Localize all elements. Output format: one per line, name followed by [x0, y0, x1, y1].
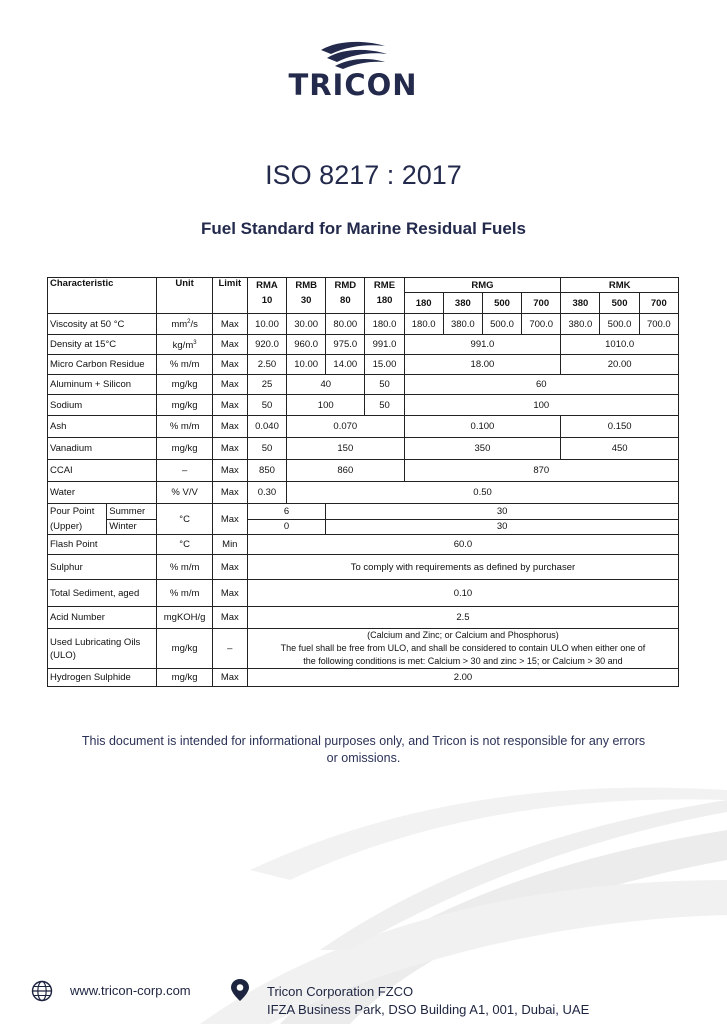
row-label: Vanadium: [48, 438, 157, 460]
header-rmg-grade: 700: [522, 293, 561, 314]
table-cell: 100: [404, 395, 678, 416]
ulo-description: (Calcium and Zinc; or Calcium and Phosphorus) The fuel shall be free from ULO, and shall be considered to contain ULO when either one of the following conditions is met: Calcium > 30 and zinc > 15; or Calcium > 30 and: [247, 629, 678, 669]
address-line: IFZA Business Park, DSO Building A1, 001, Dubai, UAE: [267, 1002, 590, 1017]
row-limit: Max: [212, 460, 247, 482]
table-row: [48, 460, 679, 482]
row-unit: % m/m: [157, 555, 212, 580]
table-cell: 700.0: [522, 314, 561, 335]
header-rmk: RMK: [561, 278, 679, 293]
table-row: [48, 416, 679, 438]
row-unit: °C: [157, 535, 212, 555]
row-limit: –: [212, 629, 247, 669]
row-unit: mg/kg: [157, 669, 212, 687]
table-cell: 2.50: [247, 355, 286, 375]
header-rmk-grade: 700: [639, 293, 678, 314]
table-row: [48, 669, 679, 687]
pour-point-summer-label: Summer: [107, 504, 157, 520]
row-unit: % m/m: [157, 416, 212, 438]
row-unit: mg/kg: [157, 375, 212, 395]
table-row: [48, 395, 679, 416]
row-label: Water: [48, 482, 157, 504]
table-row: [48, 629, 679, 669]
page-title: ISO 8217 : 2017: [265, 160, 462, 190]
table-cell: 50: [247, 438, 286, 460]
table-row: [48, 555, 679, 580]
header-limit: Limit: [212, 278, 247, 314]
table-cell: 0.040: [247, 416, 286, 438]
row-label: Pour Point (Upper): [48, 504, 107, 535]
header-unit: Unit: [157, 278, 212, 314]
row-label: Hydrogen Sulphide: [48, 669, 157, 687]
table-cell: 0: [247, 519, 325, 535]
table-cell: 700.0: [639, 314, 678, 335]
table-cell: 60: [404, 375, 678, 395]
header-rmg-grade: 380: [443, 293, 482, 314]
row-limit: Max: [212, 355, 247, 375]
table-cell: 50: [247, 395, 286, 416]
table-cell: 450: [561, 438, 679, 460]
fuel-spec-table: [47, 277, 679, 687]
table-cell: 10.00: [247, 314, 286, 335]
table-cell: 850: [247, 460, 286, 482]
table-cell: 960.0: [287, 335, 326, 355]
table-cell: 0.30: [247, 482, 286, 504]
table-cell: 0.070: [287, 416, 405, 438]
header-rme: RME 180: [365, 278, 404, 314]
table-cell: 920.0: [247, 335, 286, 355]
row-label: Total Sediment, aged: [48, 580, 157, 607]
pour-point-winter-label: Winter: [107, 519, 157, 535]
table-cell: 10.00: [287, 355, 326, 375]
table-row: [48, 580, 679, 607]
row-label: Ash: [48, 416, 157, 438]
table-cell: 50: [365, 375, 404, 395]
table-cell: 0.10: [247, 580, 678, 607]
table-cell: To comply with requirements as defined by purchaser: [247, 555, 678, 580]
header-characteristic: Characteristic: [48, 278, 157, 314]
table-cell: 20.00: [561, 355, 679, 375]
table-row: [48, 607, 679, 629]
table-cell: 30: [326, 519, 679, 535]
row-limit: Max: [212, 555, 247, 580]
table-cell: 180.0: [365, 314, 404, 335]
table-row: [48, 335, 679, 355]
row-label: Acid Number: [48, 607, 157, 629]
row-limit: Max: [212, 669, 247, 687]
row-limit: Max: [212, 580, 247, 607]
row-unit: % V/V: [157, 482, 212, 504]
wave-logo-icon: [313, 40, 393, 70]
row-unit: mg/kg: [157, 395, 212, 416]
row-limit: Max: [212, 482, 247, 504]
header-rmd: RMD 80: [326, 278, 365, 314]
row-label: Density at 15°C: [48, 335, 157, 355]
row-unit: mg/kg: [157, 629, 212, 669]
header-rma: RMA 10: [247, 278, 286, 314]
table-header-row: [48, 278, 679, 293]
globe-icon: [31, 980, 53, 1002]
page-subtitle: Fuel Standard for Marine Residual Fuels: [201, 219, 526, 238]
header-rmk-grade: 380: [561, 293, 600, 314]
table-cell: 80.00: [326, 314, 365, 335]
table-cell: 500.0: [600, 314, 639, 335]
row-unit: $mm^2/s$: [157, 314, 212, 335]
row-unit: $kg/m^3$: [157, 335, 212, 355]
table-cell: 18.00: [404, 355, 561, 375]
table-cell: 100: [287, 395, 365, 416]
row-unit: –: [157, 460, 212, 482]
table-cell: 25: [247, 375, 286, 395]
table-cell: 380.0: [561, 314, 600, 335]
table-cell: 991.0: [404, 335, 561, 355]
row-unit: mgKOH/g: [157, 607, 212, 629]
table-cell: 2.5: [247, 607, 678, 629]
row-label: Micro Carbon Residue: [48, 355, 157, 375]
table-row: [48, 375, 679, 395]
table-cell: 30.00: [287, 314, 326, 335]
table-cell: 6: [247, 504, 325, 520]
table-row: [48, 355, 679, 375]
row-limit: Max: [212, 504, 247, 535]
table-cell: 15.00: [365, 355, 404, 375]
row-label: CCAI: [48, 460, 157, 482]
header-rmg: RMG: [404, 278, 561, 293]
table-cell: 991.0: [365, 335, 404, 355]
row-limit: Max: [212, 335, 247, 355]
disclaimer: This document is intended for informational purposes only, and Tricon is not responsible for any errors or omissions.: [81, 734, 646, 765]
header-rmk-grade: 500: [600, 293, 639, 314]
row-unit: °C: [157, 504, 212, 535]
row-unit: % m/m: [157, 580, 212, 607]
table-row: [48, 438, 679, 460]
header-rmg-grade: 500: [482, 293, 521, 314]
table-row: [48, 314, 679, 335]
table-cell: 30: [326, 504, 679, 520]
table-row: [48, 482, 679, 504]
table-cell: 14.00: [326, 355, 365, 375]
table-cell: 0.100: [404, 416, 561, 438]
table-cell: 60.0: [247, 535, 678, 555]
company-address: [267, 983, 589, 1019]
table-cell: 150: [287, 438, 405, 460]
row-label: Sulphur: [48, 555, 157, 580]
table-cell: 500.0: [482, 314, 521, 335]
table-cell: 870: [404, 460, 678, 482]
table-cell: 40: [287, 375, 365, 395]
row-limit: Max: [212, 607, 247, 629]
row-limit: Max: [212, 438, 247, 460]
footer: [0, 978, 727, 1024]
row-label: Aluminum + Silicon: [48, 375, 157, 395]
header-rmg-grade: 180: [404, 293, 443, 314]
row-limit: Max: [212, 416, 247, 438]
row-limit: Min: [212, 535, 247, 555]
table-cell: 380.0: [443, 314, 482, 335]
table-cell: 975.0: [326, 335, 365, 355]
table-cell: 860: [287, 460, 405, 482]
table-cell: 0.50: [287, 482, 679, 504]
table-cell: 0.150: [561, 416, 679, 438]
row-label: Flash Point: [48, 535, 157, 555]
row-unit: mg/kg: [157, 438, 212, 460]
brand-name: TRICON: [288, 68, 418, 102]
company-name: Tricon Corporation FZCO: [267, 984, 414, 999]
table-row: [48, 504, 679, 520]
row-label: Viscosity at 50 °C: [48, 314, 157, 335]
row-label: Used Lubricating Oils (ULO): [48, 629, 157, 669]
row-limit: Max: [212, 314, 247, 335]
tricon-logo: [278, 40, 428, 102]
table-cell: 50: [365, 395, 404, 416]
website-link[interactable]: www.tricon-corp.com: [70, 983, 191, 998]
row-limit: Max: [212, 395, 247, 416]
row-label: Sodium: [48, 395, 157, 416]
row-limit: Max: [212, 375, 247, 395]
table-cell: 1010.0: [561, 335, 679, 355]
table-row: [48, 535, 679, 555]
table-cell: 180.0: [404, 314, 443, 335]
location-pin-icon: [230, 978, 250, 1002]
row-unit: % m/m: [157, 355, 212, 375]
header-rmb: RMB 30: [287, 278, 326, 314]
table-cell: 350: [404, 438, 561, 460]
table-cell: 2.00: [247, 669, 678, 687]
table-row: [48, 519, 679, 535]
